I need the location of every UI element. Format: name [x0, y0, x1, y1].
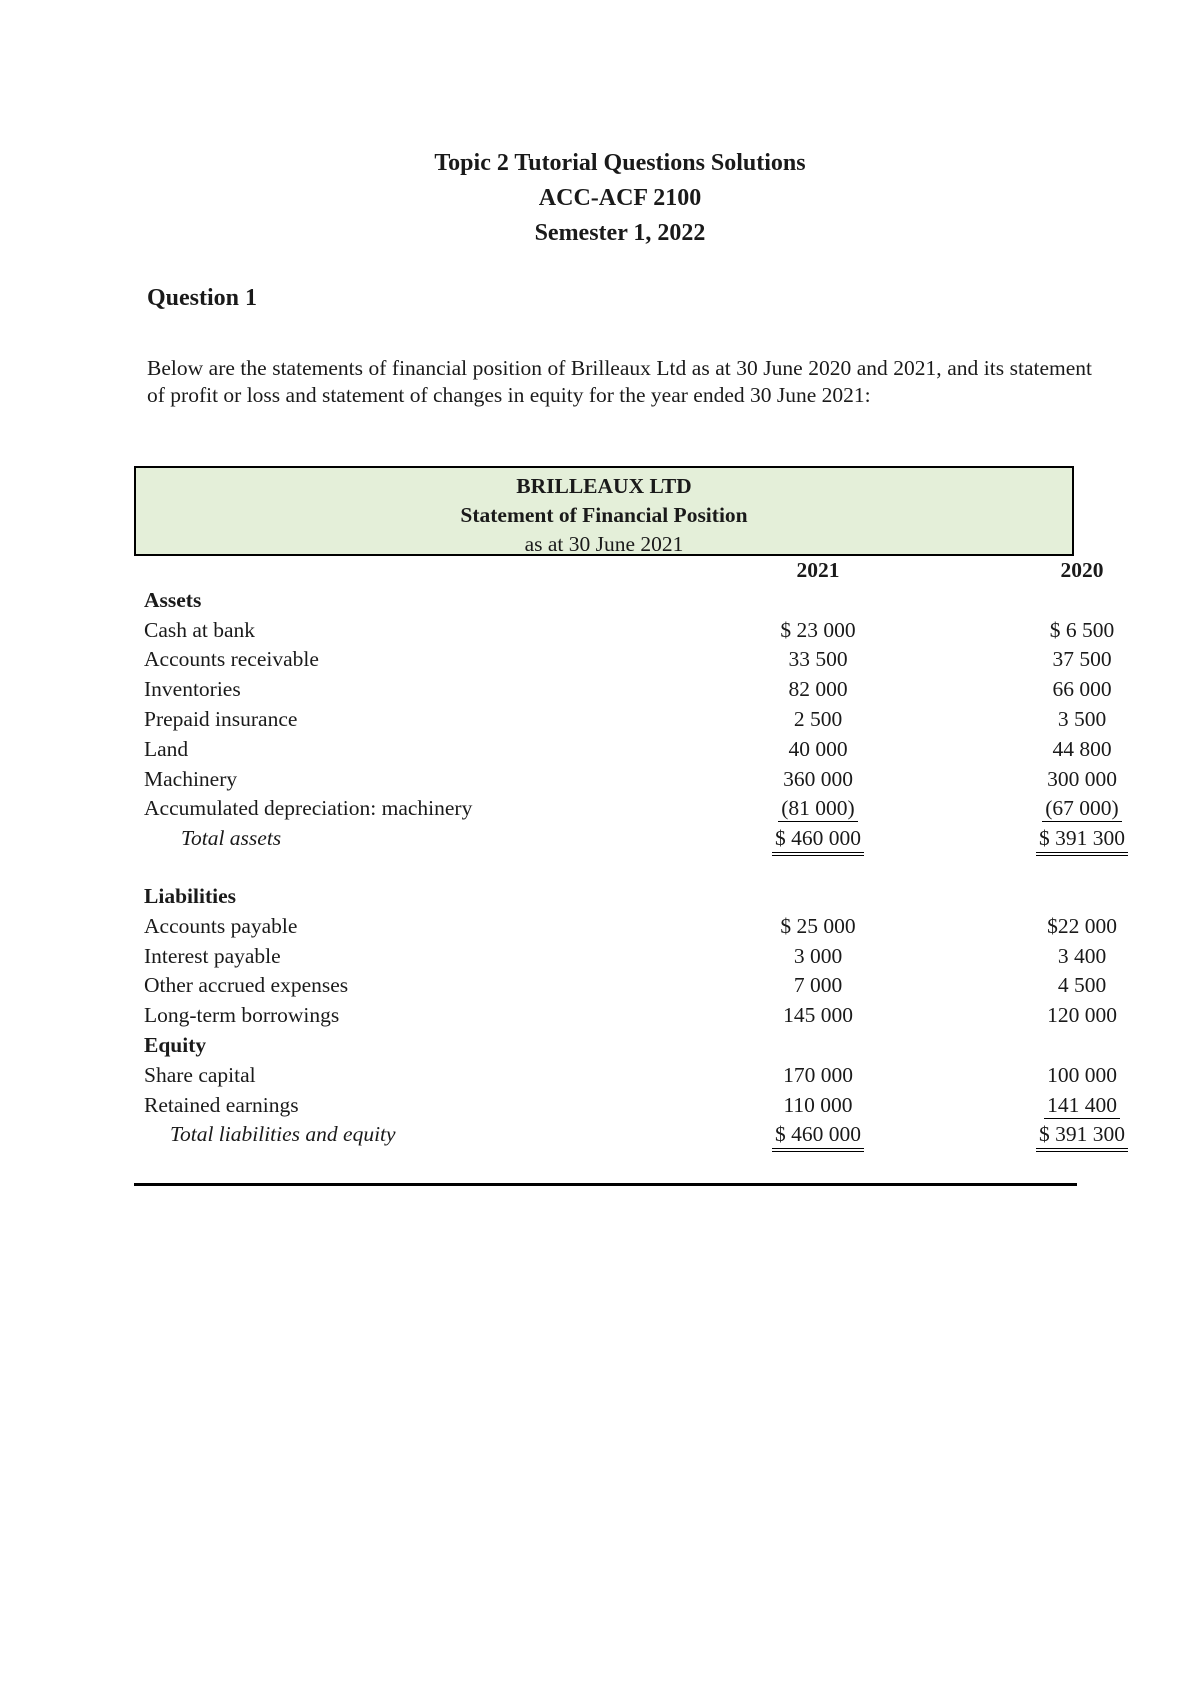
- table-row: [134, 912, 1117, 942]
- table-row: [134, 942, 1107, 972]
- row-label: Share capital: [144, 1062, 256, 1087]
- question-intro: Below are the statements of financial position of Brilleaux Ltd as at 30 June 2020 and 2021, and its statement of profit or loss and statement of changes in equity for the year ended 30 June 2021:: [147, 356, 1092, 407]
- table-row: [134, 971, 1107, 1001]
- table-row: [134, 1001, 1117, 1031]
- liabilities-heading: Liabilities: [144, 883, 236, 908]
- row-label: Other accrued expenses: [144, 973, 349, 998]
- table-row: [134, 794, 1119, 824]
- total-assets-2020: $ 391 300: [1036, 826, 1128, 856]
- value-2021: 2 500: [793, 706, 843, 731]
- value-2021: 170 000: [783, 1062, 853, 1087]
- year-header-row: [134, 556, 1104, 586]
- statement-name: Statement of Financial Position: [460, 503, 748, 527]
- value-2021: 40 000: [788, 736, 848, 761]
- year-2020-header: 2020: [1060, 558, 1104, 582]
- value-2020: 66 000: [1052, 677, 1112, 702]
- row-label: Cash at bank: [144, 617, 256, 642]
- statement-date: as at 30 June 2021: [524, 532, 684, 556]
- row-label: Inventories: [144, 677, 241, 702]
- row-label: Accounts receivable: [144, 647, 319, 672]
- value-2021: 3 000: [793, 943, 843, 968]
- value-2021: 33 500: [788, 647, 848, 672]
- table-row: [134, 765, 1117, 795]
- total-le-2020: $ 391 300: [1036, 1122, 1128, 1152]
- value-2021: (81 000): [778, 796, 857, 822]
- row-label: Interest payable: [144, 943, 281, 968]
- table-row: [134, 645, 1112, 675]
- value-2021: 360 000: [783, 766, 853, 791]
- equity-heading-row: [134, 1031, 1078, 1061]
- value-2020: 4 500: [1057, 973, 1107, 998]
- statement-bottom-rule: [134, 1183, 1077, 1186]
- value-2020: (67 000): [1042, 796, 1121, 822]
- row-label: Retained earnings: [144, 1092, 299, 1117]
- row-label: Land: [144, 736, 189, 761]
- total-liabilities-equity-row: [134, 1120, 1125, 1150]
- table-row: [134, 675, 1112, 705]
- table-row: [134, 1091, 1117, 1121]
- assets-heading-row: [134, 586, 1078, 616]
- table-row: [134, 705, 1107, 735]
- row-label: Accounts payable: [144, 913, 298, 938]
- equity-heading: Equity: [144, 1032, 207, 1057]
- value-2021: $ 25 000: [780, 913, 856, 938]
- value-2021: 7 000: [793, 973, 843, 998]
- row-label: Long-term borrowings: [144, 1003, 340, 1028]
- value-2020: 300 000: [1047, 766, 1117, 791]
- value-2020: 100 000: [1047, 1062, 1117, 1087]
- section-spacer: [134, 854, 1078, 882]
- financial-position-statement: [134, 466, 1125, 1150]
- company-name: BRILLEAUX LTD: [516, 474, 692, 498]
- table-row: [134, 616, 1115, 646]
- value-2020: 3 400: [1057, 943, 1107, 968]
- value-2021: $ 23 000: [780, 617, 856, 642]
- course-code: ACC-ACF 2100: [538, 185, 702, 211]
- value-2021: 82 000: [788, 677, 848, 702]
- row-label: Machinery: [144, 766, 238, 791]
- total-le-2021: $ 460 000: [772, 1122, 864, 1152]
- document-header: [0, 146, 1200, 251]
- row-label: Prepaid insurance: [144, 706, 298, 731]
- table-row: [134, 1061, 1117, 1091]
- value-2020: $ 6 500: [1049, 617, 1115, 642]
- value-2021: 145 000: [783, 1003, 853, 1028]
- value-2020: 3 500: [1057, 706, 1107, 731]
- total-assets-label: Total assets: [181, 826, 282, 851]
- semester: Semester 1, 2022: [534, 220, 706, 246]
- table-row: [134, 735, 1112, 765]
- value-2020: 44 800: [1052, 736, 1112, 761]
- row-label: Accumulated depreciation: machinery: [144, 796, 473, 821]
- assets-heading: Assets: [144, 587, 202, 612]
- total-assets-row: [134, 824, 1125, 854]
- value-2020: 141 400: [1044, 1093, 1120, 1119]
- total-le-label: Total liabilities and equity: [170, 1122, 396, 1147]
- value-2020: 120 000: [1047, 1003, 1117, 1028]
- total-assets-2021: $ 460 000: [772, 826, 864, 856]
- value-2021: 110 000: [783, 1092, 853, 1117]
- question-heading: Question 1: [147, 285, 258, 311]
- document-title: Topic 2 Tutorial Questions Solutions: [434, 150, 806, 176]
- value-2020: $22 000: [1047, 913, 1117, 938]
- liabilities-heading-row: [134, 882, 1078, 912]
- value-2020: 37 500: [1052, 647, 1112, 672]
- statement-header: [134, 466, 1074, 556]
- year-2021-header: 2021: [796, 558, 840, 582]
